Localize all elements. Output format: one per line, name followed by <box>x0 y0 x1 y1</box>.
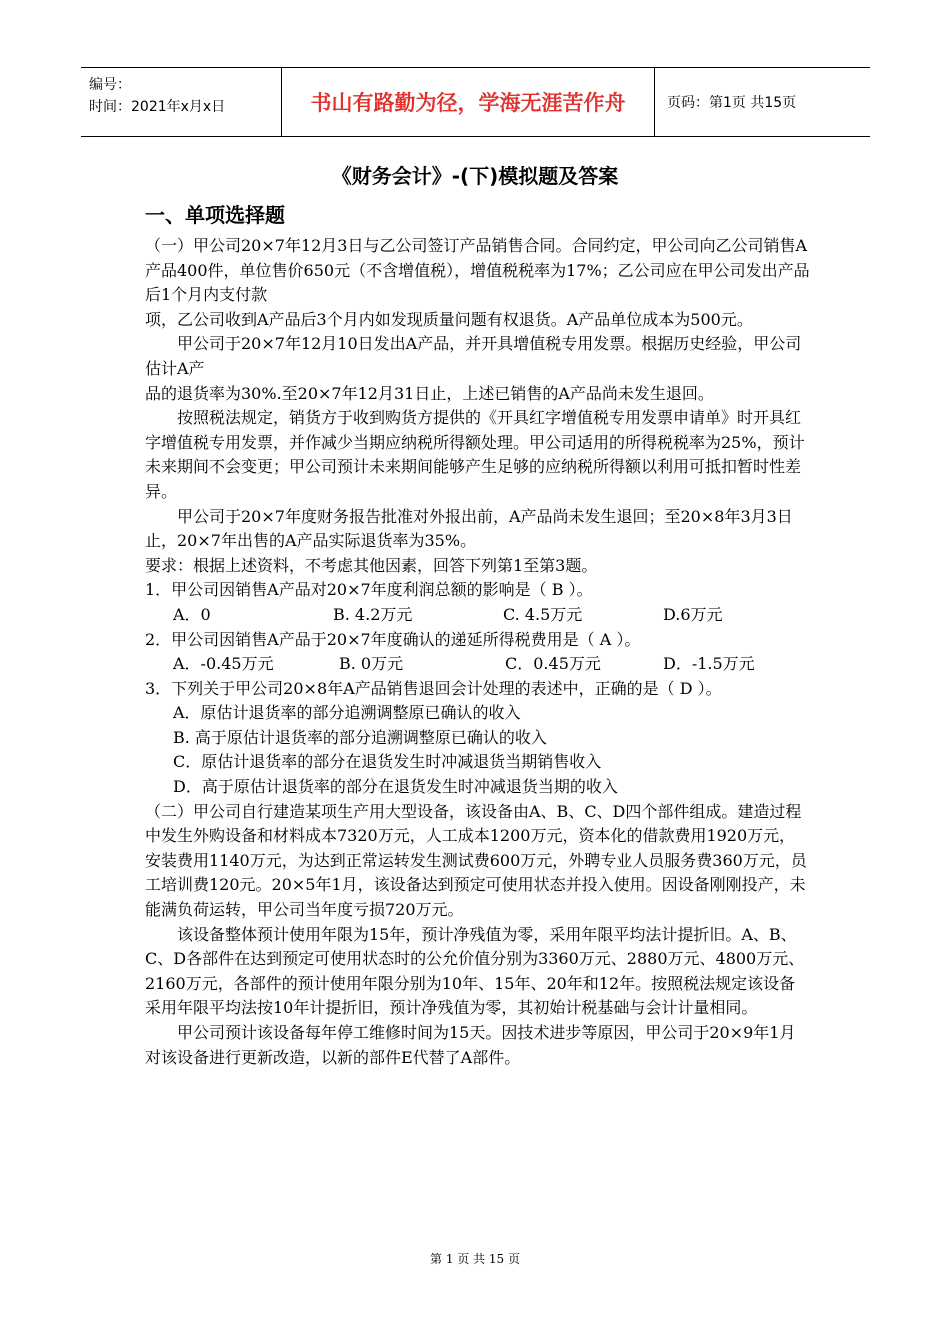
paragraph: （一）甲公司20×7年12月3日与乙公司签订产品销售合同。合同约定，甲公司向乙公司销售A产品400件，单位售价650元（不含增值税），增值税税率为17%；乙公司应在甲公司发出产品后1个月内支付款 <box>145 236 810 305</box>
paragraph: 甲公司于20×7年度财务报告批准对外报出前，A产品尚未发生退回；至20×8年3月3日止，20×7年出售的A产品实际退货率为35%。 <box>145 506 793 551</box>
page-footer: 第 1 页 共 15 页 <box>430 1252 520 1266</box>
header-page-info: 页码：第1页 共15页 <box>667 95 797 111</box>
paragraph: 项，乙公司收到A产品后3个月内如发现质量问题有权退货。A产品单位成本为500元。 <box>145 309 753 329</box>
section-heading: 一、单项选择题 <box>145 203 285 227</box>
question-1-options <box>145 603 810 628</box>
question-2-options <box>145 652 810 677</box>
paragraph: 品的退货率为30%.至20×7年12月31日止，上述已销售的A产品尚未发生退回。 <box>145 383 714 403</box>
paragraph: 要求：根据上述资料，不考虑其他因素，回答下列第1至第3题。 <box>145 555 598 575</box>
header-meta <box>81 68 281 136</box>
date-line: 时间：2021年x月x日 <box>89 99 226 115</box>
option-c: C．0.45万元 <box>505 654 601 674</box>
option-b: B. 高于原估计退货率的部分追溯调整原已确认的收入 <box>173 727 547 747</box>
header-table <box>81 67 870 137</box>
header-motto: 书山有路勤为径，学海无涯苦作舟 <box>281 68 655 136</box>
option-c: C．原估计退货率的部分在退货发生时冲减退货当期销售收入 <box>173 752 602 772</box>
option-a: A．原估计退货率的部分追溯调整原已确认的收入 <box>173 703 521 723</box>
document-title: 《财务会计》-(下)模拟题及答案 <box>331 164 619 188</box>
option-b: B. 0万元 <box>339 654 404 674</box>
option-c: C. 4.5万元 <box>503 604 583 624</box>
paragraph: （二）甲公司自行建造某项生产用大型设备，该设备由A、B、C、D四个部件组成。建造过程中发生外购设备和材料成本7320万元，人工成本1200万元，资本化的借款费用1920万元，安装费用1140万元，为达到正常运转发生测试费600万元，外聘专业人员服务费360万元，员工培训费120元。20×5年1月，该设备达到预定可使用状态并投入使用。因设备刚刚投产，未能满负荷运转，甲公司当年度亏损720万元。 <box>145 801 807 920</box>
question-1: 1．甲公司因销售A产品对20×7年度利润总额的影响是（ B ）。 <box>145 580 593 600</box>
paragraph: 甲公司预计该设备每年停工维修时间为15天。因技术进步等原因，甲公司于20×9年1月对该设备进行更新改造，以新的部件E代替了A部件。 <box>145 1023 796 1067</box>
option-b: B. 4.2万元 <box>333 604 413 624</box>
option-d: D．-1.5万元 <box>663 654 755 674</box>
paragraph: 该设备整体预计使用年限为15年，预计净残值为零，采用年限平均法计提折旧。A、B、C、D各部件在达到预定可使用状态时的公允价值分别为3360万元、2880万元、4800万元、2160万元，各部件的预计使用年限分别为10年、15年、20年和12年。按照税法规定该设备采用年限平均法按10年计提折旧，预计净残值为零，其初始计税基础与会计计量相同。 <box>145 924 805 1018</box>
question-3: 3．下列关于甲公司20×8年A产品销售退回会计处理的表述中，正确的是（ D ）。 <box>145 678 722 698</box>
option-d: D.6万元 <box>663 604 723 624</box>
paragraph: 按照税法规定，销货方于收到购货方提供的《开具红字增值税专用发票申请单》时开具红字增值税专用发票，并作减少当期应纳税所得额处理。甲公司适用的所得税税率为25%，预计未来期间不会变更；甲公司预计未来期间能够产生足够的应纳税所得额以利用可抵扣暂时性差异。 <box>145 408 805 501</box>
option-a: A．0 <box>173 604 211 624</box>
option-d: D．高于原估计退货率的部分在退货发生时冲减退货当期的收入 <box>173 777 618 797</box>
question-2: 2．甲公司因销售A产品于20×7年度确认的递延所得税费用是（ A ）。 <box>145 629 641 649</box>
document-body <box>145 234 810 1070</box>
serial-label: 编号： <box>89 77 131 93</box>
option-a: A．-0.45万元 <box>173 654 274 674</box>
paragraph: 甲公司于20×7年12月10日发出A产品，并开具增值税专用发票。根据历史经验，甲公司估计A产 <box>145 334 802 378</box>
